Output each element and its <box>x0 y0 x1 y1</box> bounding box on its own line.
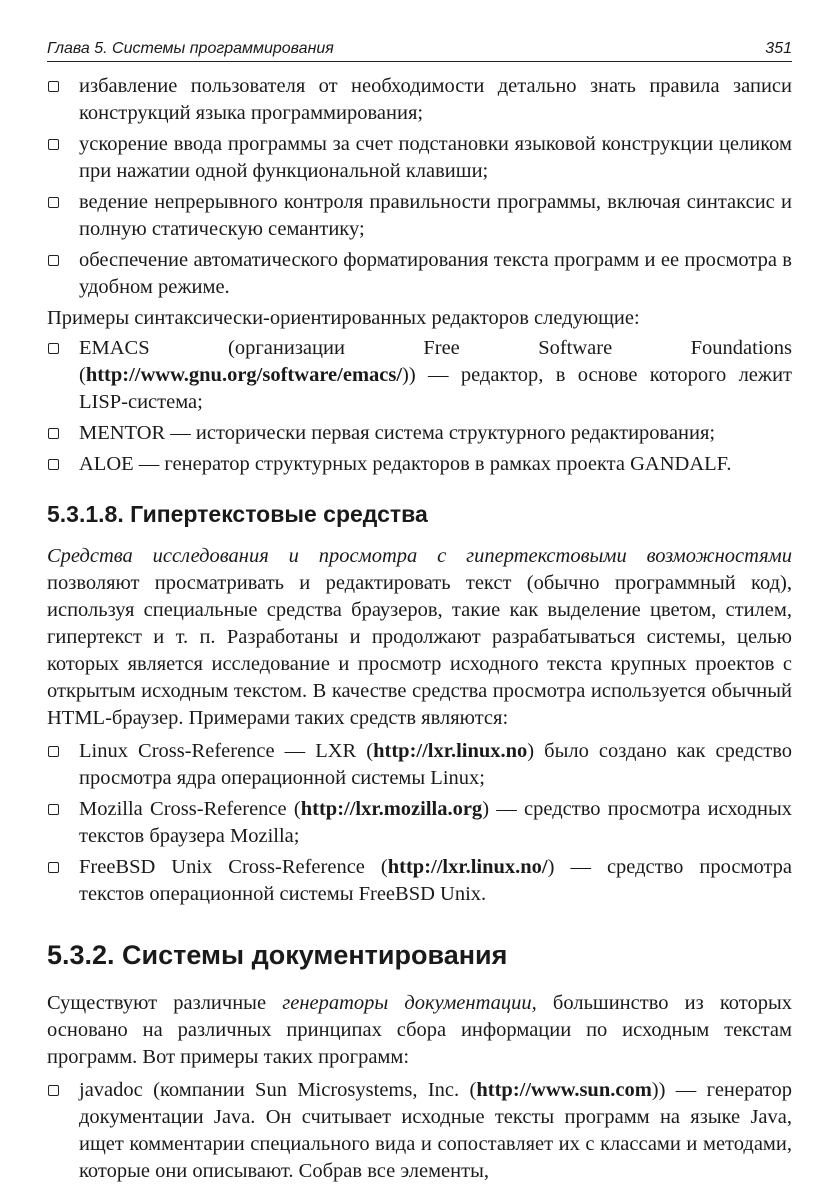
list-item: ведение непрерывного контроля правильности программы, включая синтаксис и полную статическую семантику; <box>47 189 792 243</box>
checkbox-bullet-icon <box>48 428 59 439</box>
url-link[interactable]: http://www.sun.com <box>476 1079 652 1101</box>
editors-list <box>47 335 792 478</box>
list-item: javadoc (компании Sun Microsystems, Inc. (http://www.sun.com)) — генератор документации Java. Он считывает исходные тексты программ на языке Java, ищет комментарии специального вида и сопоставляет их с классами и методами, которые они описывают. Собрав все элементы, <box>47 1077 792 1185</box>
examples-intro: Примеры синтаксически-ориентированных редакторов следующие: <box>47 307 640 329</box>
checkbox-bullet-icon <box>48 1085 59 1096</box>
chapter-title: Глава 5. Системы программирования <box>47 40 334 57</box>
url-link[interactable]: http://lxr.linux.no/ <box>387 856 548 878</box>
running-header <box>47 36 792 62</box>
section-heading: 5.3.2. Системы документирования <box>47 940 508 970</box>
hypertext-paragraph: Средства исследования и просмотра с гипертекстовыми возможностями позволяют просматривать и редактировать текст (обычно программный код), используя специальные средства браузеров, такие как выделение цветом, стилем, гипертекст и т. п. Разработаны и продолжают разрабатываться системы, целью которых является исследование и просмотр исходного текста крупных проектов с открытым исходным текстом. В качестве средства просмотра используется обычный HTML-браузер. Примерами таких средств являются: <box>47 545 792 729</box>
url-link[interactable]: http://www.gnu.org/software/emacs/ <box>85 364 403 386</box>
page-number: 351 <box>765 40 792 57</box>
checkbox-bullet-icon <box>48 81 59 92</box>
book-page <box>47 36 792 1185</box>
list-item: обеспечение автоматического форматирования текста программ и ее просмотра в удобном режиме. <box>47 247 792 301</box>
list-item: ALOE — генератор структурных редакторов в рамках проекта GANDALF. <box>47 451 792 478</box>
list-item: MENTOR — исторически первая система структурного редактирования; <box>47 420 792 447</box>
checkbox-bullet-icon <box>48 197 59 208</box>
generators-list <box>47 1077 792 1185</box>
list-item: EMACS (организации Free Software Foundations (http://www.gnu.org/software/emacs/)) — редактор, в основе которого лежит LISP-система; <box>47 335 792 416</box>
list-item: Mozilla Cross-Reference (http://lxr.mozilla.org) — средство просмотра исходных текстов браузера Mozilla; <box>47 796 792 850</box>
list-item: ускорение ввода программы за счет подстановки языковой конструкции целиком при нажатии одной функциональной клавиши; <box>47 131 792 185</box>
list-item: FreeBSD Unix Cross-Reference (http://lxr.linux.no/) — средство просмотра текстов операционной системы FreeBSD Unix. <box>47 854 792 908</box>
checkbox-bullet-icon <box>48 139 59 150</box>
checkbox-bullet-icon <box>48 862 59 873</box>
tools-list <box>47 738 792 908</box>
section-heading: 5.3.1.8. Гипертекстовые средства <box>47 501 428 527</box>
checkbox-bullet-icon <box>48 804 59 815</box>
list-item: избавление пользователя от необходимости детально знать правила записи конструкций языка программирования; <box>47 73 792 127</box>
list-item: Linux Cross-Reference — LXR (http://lxr.linux.no) было создано как средство просмотра ядра операционной системы Linux; <box>47 738 792 792</box>
checkbox-bullet-icon <box>48 746 59 757</box>
features-list <box>47 73 792 301</box>
url-link[interactable]: http://lxr.mozilla.org <box>300 798 483 820</box>
checkbox-bullet-icon <box>48 459 59 470</box>
documentation-paragraph: Существуют различные генераторы документации, большинство из которых основано на различных принципах сбора информации по исходным текстам программ. Вот примеры таких программ: <box>47 992 792 1068</box>
checkbox-bullet-icon <box>48 343 59 354</box>
page-body <box>47 73 792 1185</box>
checkbox-bullet-icon <box>48 255 59 266</box>
url-link[interactable]: http://lxr.linux.no <box>373 740 528 762</box>
